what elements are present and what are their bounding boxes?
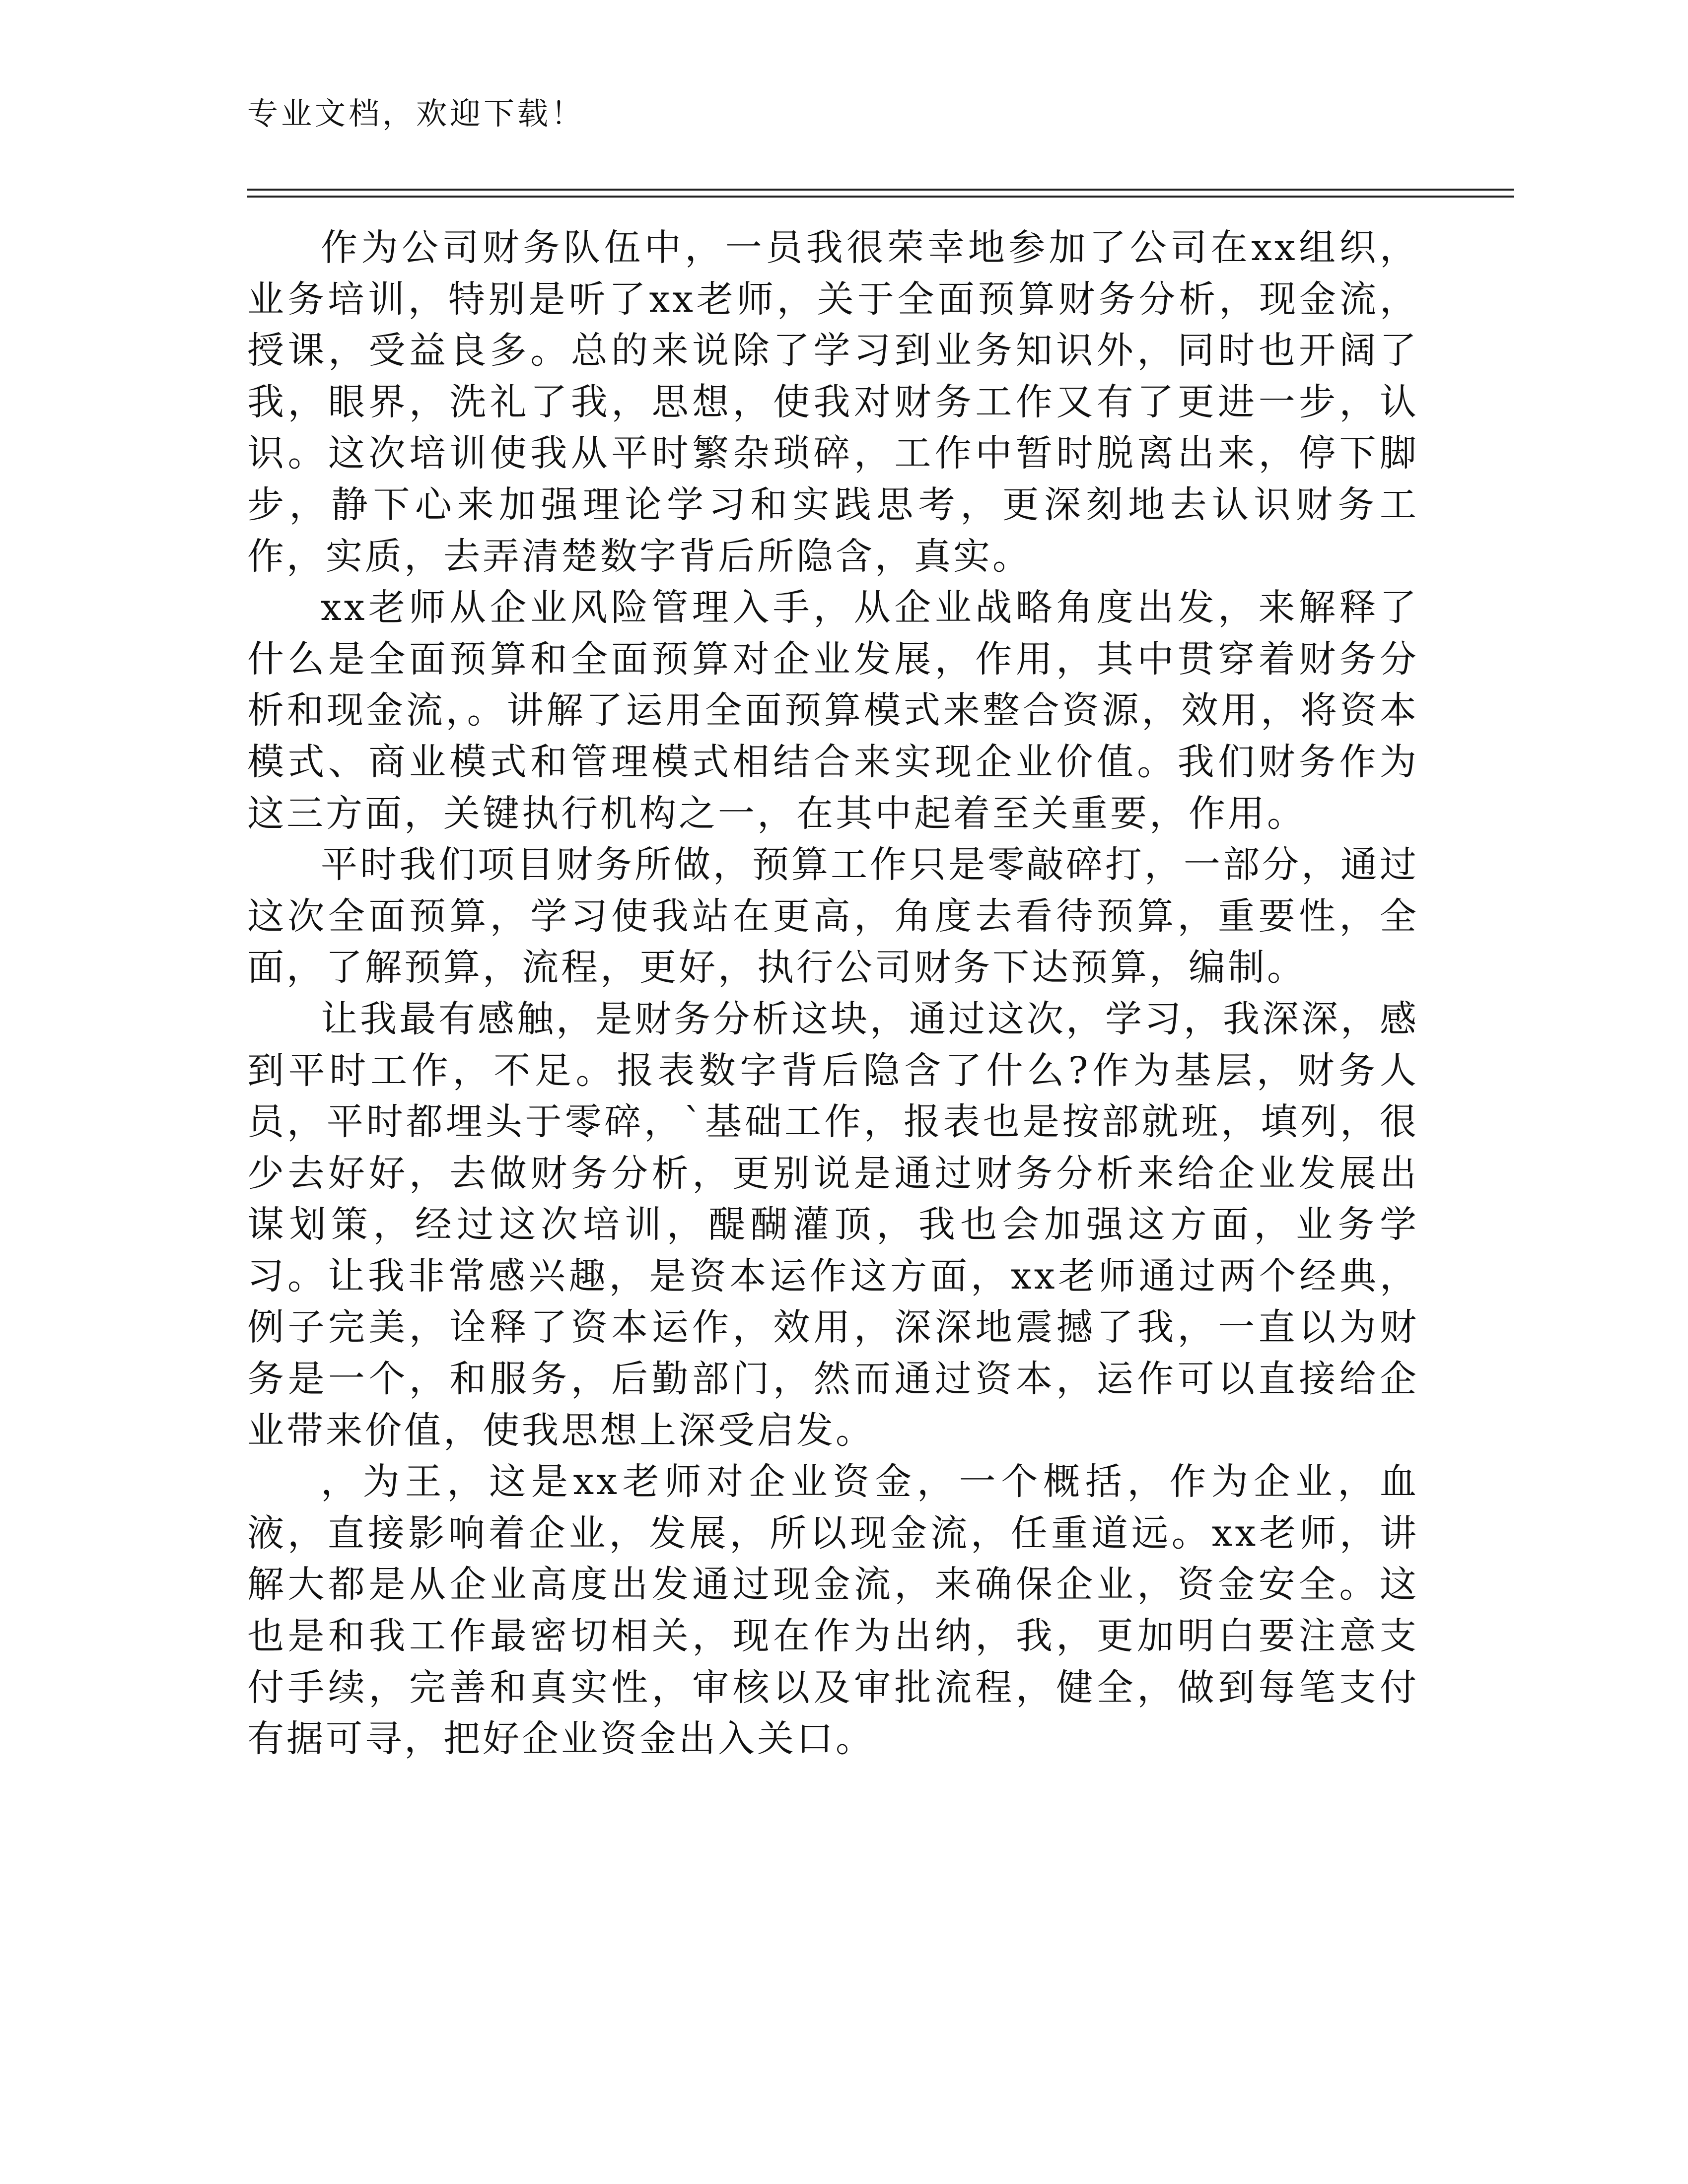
- paragraph-1: 作为公司财务队伍中，一员我很荣幸地参加了公司在xx组织，业务培训，特别是听了xx老师，关于全面预算财务分析，现金流，授课，受益良多。总的来说除了学习到业务知识外，同时也开阔了我，眼界，洗礼了我，思想，使我对财务工作又有了更进一步，认识。这次培训使我从平时繁杂琐碎，工作中暂时脱离出来，停下脚步，静下心来加强理论学习和实践思考，更深刻地去认识财务工作，实质，去弄清楚数字背后所隐含，真实。: [247, 226, 1419, 578]
- paragraph-2: xx老师从企业风险管理入手，从企业战略角度出发，来解释了什么是全面预算和全面预算对企业发展，作用，其中贯穿着财务分析和现金流，。讲解了运用全面预算模式来整合资源，效用，将资本模式、商业模式和管理模式相结合来实现企业价值。我们财务作为这三方面，关键执行机构之一，在其中起着至关重要，作用。: [247, 586, 1419, 835]
- paragraph-4: 让我最有感触，是财务分析这块，通过这次，学习，我深深，感到平时工作，不足。报表数字背后隐含了什么?作为基层，财务人员，平时都埋头于零碎，`基础工作，报表也是按部就班，填列，很少去好好，去做财务分析，更别说是通过财务分析来给企业发展出谋划策，经过这次培训，醍醐灌顶，我也会加强这方面，业务学习。让我非常感兴趣，是资本运作这方面，xx老师通过两个经典，例子完美，诠释了资本运作，效用，深深地震撼了我，一直以为财务是一个，和服务，后勤部门，然而通过资本，运作可以直接给企业带来价值，使我思想上深受启发。: [247, 997, 1419, 1452]
- paragraph-5: ，为王，这是xx老师对企业资金，一个概括，作为企业，血液，直接影响着企业，发展，所以现金流，任重道远。xx老师，讲解大都是从企业高度出发通过现金流，来确保企业，资金安全。这也是和我工作最密切相关，现在作为出纳，我，更加明白要注意支付手续，完善和真实性，审核以及审批流程，健全，做到每笔支付有据可寻，把好企业资金出入关口。: [247, 1460, 1419, 1761]
- header-rule-top: [247, 189, 1514, 191]
- document-body: [247, 222, 1419, 1765]
- page-header: 专业文档，欢迎下载！: [247, 95, 585, 132]
- paragraph-3: 平时我们项目财务所做，预算工作只是零敲碎打，一部分，通过这次全面预算，学习使我站在更高，角度去看待预算，重要性，全面，了解预算，流程，更好，执行公司财务下达预算，编制。: [247, 843, 1419, 989]
- header-rule-bottom: [247, 196, 1514, 198]
